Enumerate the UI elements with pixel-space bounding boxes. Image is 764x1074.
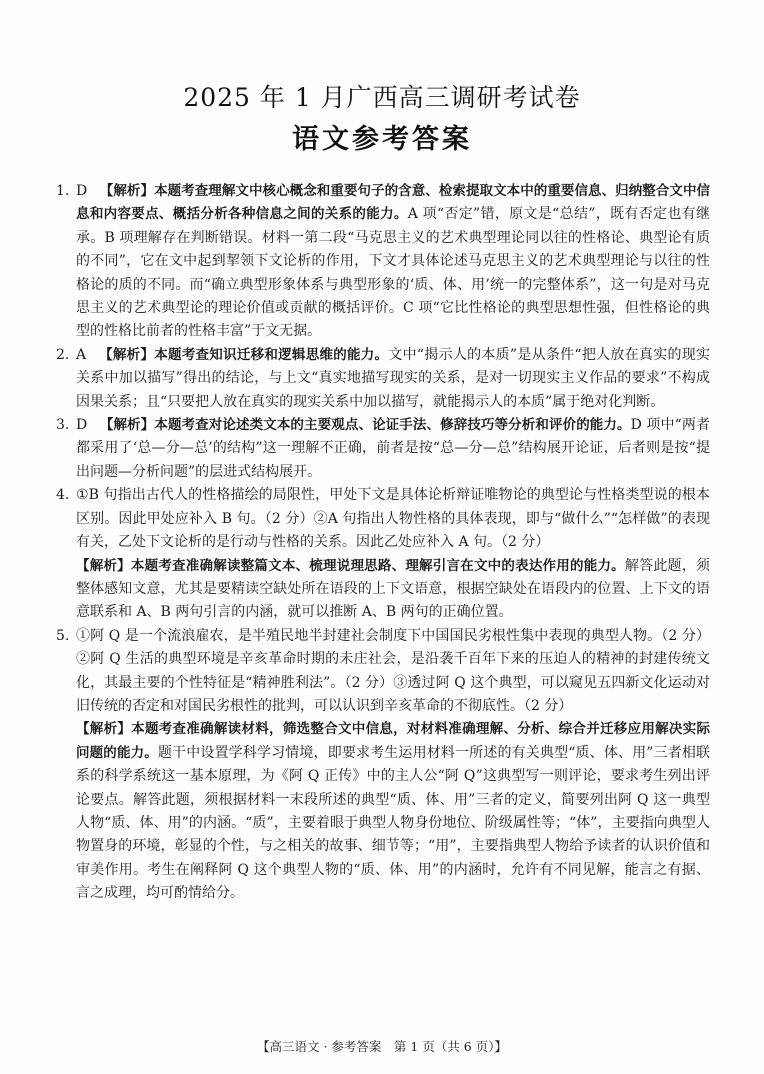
- question-number: 5.: [56, 627, 70, 644]
- question-number: 4.: [56, 487, 70, 504]
- analysis-focus: 本题考查知识迁移和逻辑思维的能力。: [154, 346, 389, 363]
- analysis-tag: 【解析】: [76, 721, 132, 738]
- answer-item-4: [56, 484, 710, 624]
- question-number: 2.: [56, 346, 70, 363]
- answer-text: ①B 句指出古代人的性格描绘的局限性，甲处下文是具体论析辩证唯物论的典型论与性格类型说的根本区别。因此甲处应补入 B 句。（2 分）②A 句指出人物性格的具体表现，即与“做什么”“怎样做”的表现有关，乙处下文论析的是行动与性格的关系。因此乙处应补入 A 句。（2 分）: [76, 487, 710, 551]
- answer-item-3: [56, 414, 710, 484]
- answer-choice: A: [76, 346, 87, 363]
- question-number: 3.: [56, 417, 70, 434]
- answer-choice: D: [76, 183, 88, 199]
- answer-item-1: [56, 180, 710, 344]
- answer-text: ①阿 Q 是一个流浪雇农，是半殖民地半封建社会制度下中国国民劣根性集中表现的典型人物。（2 分）②阿 Q 生活的典型环境是辛亥革命时期的未庄社会，是沿袭千百年下来的压迫人的精神的封建传统文化，其最主要的个性特征是“精神胜利法”。（2 分）③透过阿 Q 这个典型，可以窥见五四新文化运动对旧传统的否定和对国民劣根性的批判，可以认识到辛亥革命的不彻底性。（2 分）: [76, 627, 710, 714]
- analysis-text: A 项“否定”错，原文是“总结”，既有否定也有继承。B 项理解存在判断错误。材料一第二段“马克思主义的艺术典型理论同以往的性格论、典型论有质的不同”，它在文中起到挈领下文论析的作用，下文才具体论述马克思主义的艺术典型理论与以往的性格论的质的不同。而“确立典型形象体系与典型形象的‘质、体、用’统一的完整体系”，这一句是对马克思主义的艺术典型论的理论价值或贡献的概括评价。C 项“它比性格论的典型思想性强，但性格论的典型的性格比前者的性格丰富”于文无据。: [76, 206, 710, 340]
- answer-choice: D: [76, 417, 88, 434]
- answer-item-2: [56, 344, 710, 414]
- analysis-text: 解答此题，须整体感知文意，尤其是要精读空缺处所在语段的上下文语意，根据空缺处在语段内的位置、上下文的语意联系和 A、B 两句引言的内涵，就可以推断 A、B 两句的正确位置。: [76, 557, 711, 621]
- answer-key-title: 语文参考答案: [292, 124, 472, 155]
- answer-body: [56, 180, 710, 906]
- answer-item-5: [56, 625, 710, 906]
- analysis-text: 题干中设置学科学习情境，即要求考生运用材料一所述的有关典型“质、体、用”三者相联系的科学系统这一基本原理，为《阿 Q 正传》中的主人公“阿 Q”这典型写一则评论，要求考生列出评论要点。解答此题，须根据材料一末段所述的典型“质、体、用”三者的定义，简要列出阿 Q 这一典型人物“质、体、用”的内涵。“质”，主要着眼于典型人物身份地位、阶级属性等；“体”，主要指向典型人物置身的环境，彰显的个性，与之相关的故事、细节等；“用”，主要指典型人物给予读者的认识价值和审美作用。考生在阐释阿 Q 这个典型人物的“质、体、用”的内涵时，允许有不同见解，能言之有据、言之成理，均可酌情给分。: [76, 744, 711, 902]
- analysis-focus: 本题考查准确解读材料，筛选整合文中信息，对材料准确理解、分析、综合并迁移应用解决实际问题的能力。: [76, 721, 710, 761]
- analysis-focus: 本题考查理解文中核心概念和重要句子的含意、检索提取文本中的重要信息、归纳整合文中信息和内容要点、概括分析各种信息之间的关系的能力。: [76, 183, 711, 223]
- analysis-focus: 本题考查准确解读整篇文本、梳理说理思路、理解引言在文中的表达作用的能力。: [130, 557, 625, 574]
- question-number: 1.: [56, 183, 70, 199]
- analysis-focus: 本题考查对论述类文本的主要观点、论证手法、修辞技巧等分析和评价的能力。: [154, 417, 631, 434]
- analysis-tag: 【解析】: [99, 417, 155, 434]
- analysis-text: 文中“揭示人的本质”是从条件“把人放在真实的现实关系中加以描写”得出的结论，与上文“真实地描写现实的关系，是对一切现实主义作品的要求”不构成因果关系；且“只要把人放在真实的现实关系中加以描写，就能揭示人的本质”属于绝对化判断。: [76, 346, 711, 410]
- analysis-tag: 【解析】: [99, 183, 155, 199]
- exam-title: 2025 年 1 月广西高三调研考试卷: [183, 83, 581, 112]
- analysis-tag: 【解析】: [76, 557, 131, 574]
- analysis-text: D 项中“两者都采用了‘总—分—总’的结构”这一理解不正确，前者是按“总—分—总”结构展开论证，后者则是按“提出问题—分析问题”的层进式结构展开。: [76, 417, 710, 480]
- page-footer: 【高三语文 · 参考答案 第 1 页（共 6 页）】: [257, 1039, 507, 1054]
- analysis-tag: 【解析】: [98, 346, 155, 363]
